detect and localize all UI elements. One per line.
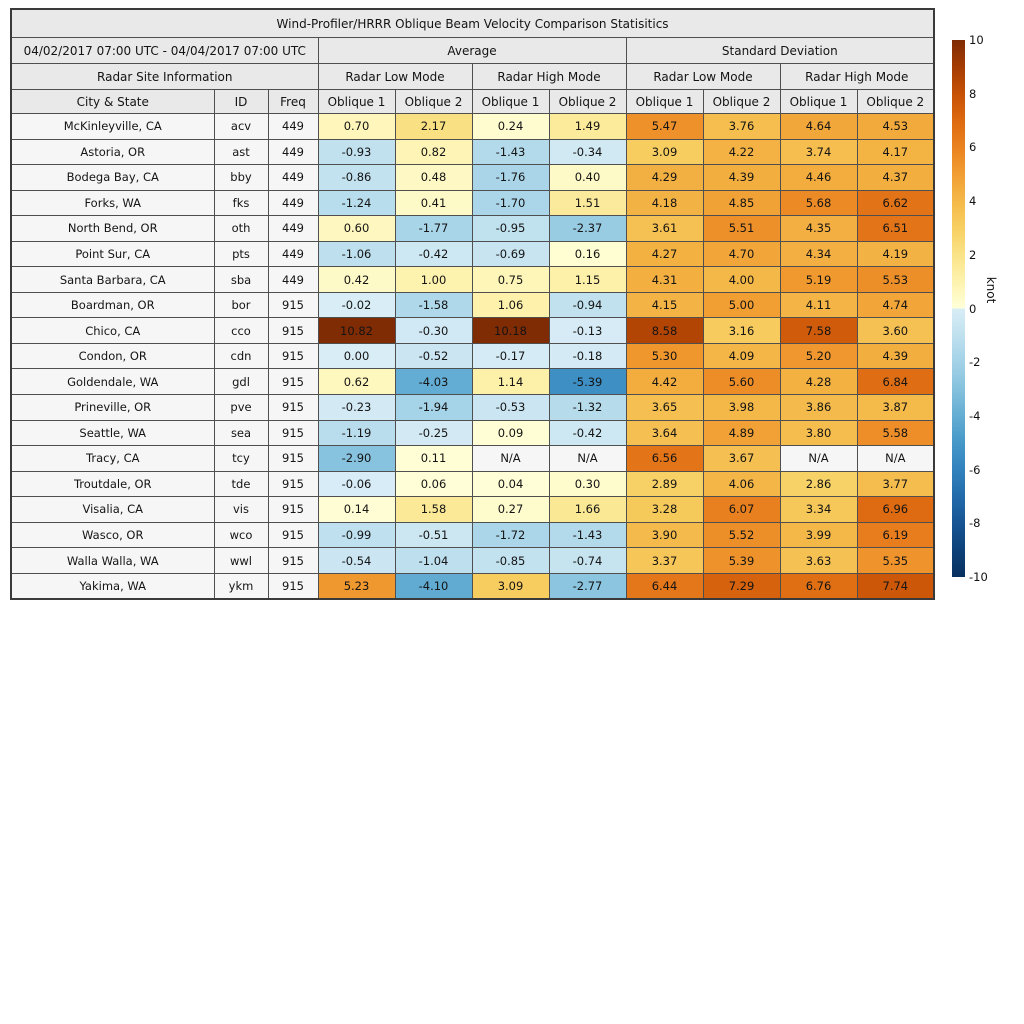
value-cell: -0.94 (549, 292, 626, 318)
table-row (11, 190, 934, 216)
std-high-mode-header: Radar High Mode (780, 64, 934, 90)
freq-cell: 915 (268, 292, 318, 318)
city-state-cell: Santa Barbara, CA (11, 267, 214, 293)
value-cell: 6.44 (626, 573, 703, 599)
value-cell: -1.70 (472, 190, 549, 216)
value-cell: 6.07 (703, 497, 780, 523)
col-city-state: City & State (11, 90, 214, 114)
table-row (11, 343, 934, 369)
value-cell: 3.80 (780, 420, 857, 446)
value-cell: 3.28 (626, 497, 703, 523)
freq-cell: 449 (268, 190, 318, 216)
value-cell: -1.77 (395, 216, 472, 242)
value-cell: -0.52 (395, 343, 472, 369)
value-cell: 4.28 (780, 369, 857, 395)
value-cell: 3.90 (626, 522, 703, 548)
freq-cell: 449 (268, 165, 318, 191)
value-cell: -1.72 (472, 522, 549, 548)
value-cell: 5.53 (857, 267, 934, 293)
value-cell: 1.14 (472, 369, 549, 395)
value-cell: 4.37 (857, 165, 934, 191)
value-cell: -0.51 (395, 522, 472, 548)
site-id-cell: acv (214, 114, 268, 140)
site-id-cell: tde (214, 471, 268, 497)
value-cell: -1.19 (318, 420, 395, 446)
value-cell: -0.86 (318, 165, 395, 191)
city-state-cell: Forks, WA (11, 190, 214, 216)
table-row (11, 165, 934, 191)
value-cell: 0.27 (472, 497, 549, 523)
value-cell: 4.70 (703, 241, 780, 267)
value-cell: 7.74 (857, 573, 934, 599)
site-id-cell: cco (214, 318, 268, 344)
site-id-cell: fks (214, 190, 268, 216)
value-cell: -0.02 (318, 292, 395, 318)
value-cell: 4.27 (626, 241, 703, 267)
value-cell: -1.94 (395, 395, 472, 421)
colorbar-tick: 10 (969, 33, 984, 47)
city-state-cell: McKinleyville, CA (11, 114, 214, 140)
value-cell: 3.76 (703, 114, 780, 140)
value-cell: 4.18 (626, 190, 703, 216)
colorbar-tick: 0 (969, 301, 977, 316)
value-cell: 0.48 (395, 165, 472, 191)
colorbar-tick: 4 (969, 194, 977, 209)
site-id-cell: wco (214, 522, 268, 548)
value-cell: 4.11 (780, 292, 857, 318)
city-state-cell: Chico, CA (11, 318, 214, 344)
site-id-cell: gdl (214, 369, 268, 395)
value-cell: 5.39 (703, 548, 780, 574)
col-oblique1: Oblique 1 (626, 90, 703, 114)
value-cell: 3.09 (626, 139, 703, 165)
value-cell: 5.60 (703, 369, 780, 395)
value-cell: 6.96 (857, 497, 934, 523)
value-cell: 6.76 (780, 573, 857, 599)
site-id-cell: sba (214, 267, 268, 293)
stats-table (10, 8, 935, 600)
value-cell: 3.67 (703, 446, 780, 472)
site-id-cell: bby (214, 165, 268, 191)
value-cell: -1.43 (472, 139, 549, 165)
table-row (11, 522, 934, 548)
colorbar-tick: -4 (969, 408, 981, 423)
value-cell: -0.17 (472, 343, 549, 369)
table-row (11, 395, 934, 421)
value-cell: 6.84 (857, 369, 934, 395)
city-state-cell: Bodega Bay, CA (11, 165, 214, 191)
value-cell: -0.13 (549, 318, 626, 344)
value-cell: 6.62 (857, 190, 934, 216)
value-cell: 3.99 (780, 522, 857, 548)
city-state-cell: Astoria, OR (11, 139, 214, 165)
value-cell: 1.49 (549, 114, 626, 140)
value-cell: 10.82 (318, 318, 395, 344)
freq-cell: 915 (268, 369, 318, 395)
value-cell: -4.10 (395, 573, 472, 599)
value-cell: -1.32 (549, 395, 626, 421)
value-cell: 4.53 (857, 114, 934, 140)
value-cell: 5.35 (857, 548, 934, 574)
value-cell: -1.76 (472, 165, 549, 191)
value-cell: -0.25 (395, 420, 472, 446)
value-cell: 3.34 (780, 497, 857, 523)
site-info-header: Radar Site Information (11, 64, 318, 90)
value-cell: 0.60 (318, 216, 395, 242)
value-cell: 0.62 (318, 369, 395, 395)
value-cell: 0.11 (395, 446, 472, 472)
value-cell: 5.47 (626, 114, 703, 140)
table-row (11, 241, 934, 267)
city-state-cell: Prineville, OR (11, 395, 214, 421)
value-cell: 5.52 (703, 522, 780, 548)
value-cell: 3.64 (626, 420, 703, 446)
value-cell: -0.23 (318, 395, 395, 421)
value-cell: 10.18 (472, 318, 549, 344)
value-cell: 3.60 (857, 318, 934, 344)
city-state-cell: Condon, OR (11, 343, 214, 369)
col-oblique2: Oblique 2 (857, 90, 934, 114)
value-cell: 3.61 (626, 216, 703, 242)
value-cell: 5.58 (857, 420, 934, 446)
city-state-cell: Seattle, WA (11, 420, 214, 446)
city-state-cell: North Bend, OR (11, 216, 214, 242)
table-row (11, 114, 934, 140)
freq-cell: 915 (268, 497, 318, 523)
value-cell: 3.77 (857, 471, 934, 497)
value-cell: 0.42 (318, 267, 395, 293)
table-row (11, 318, 934, 344)
value-cell: 4.39 (703, 165, 780, 191)
value-cell: 0.04 (472, 471, 549, 497)
value-cell: 4.19 (857, 241, 934, 267)
site-id-cell: pve (214, 395, 268, 421)
table-row (11, 369, 934, 395)
std-low-mode-header: Radar Low Mode (626, 64, 780, 90)
value-cell: -0.69 (472, 241, 549, 267)
site-id-cell: cdn (214, 343, 268, 369)
col-id: ID (214, 90, 268, 114)
value-cell: 7.29 (703, 573, 780, 599)
freq-cell: 449 (268, 114, 318, 140)
value-cell: 0.06 (395, 471, 472, 497)
value-cell: 3.65 (626, 395, 703, 421)
value-cell: 4.15 (626, 292, 703, 318)
col-oblique2: Oblique 2 (395, 90, 472, 114)
value-cell: -0.95 (472, 216, 549, 242)
value-cell: -0.34 (549, 139, 626, 165)
table-row (11, 216, 934, 242)
value-cell: 3.09 (472, 573, 549, 599)
freq-cell: 915 (268, 471, 318, 497)
table-row (11, 573, 934, 599)
value-cell: 4.00 (703, 267, 780, 293)
col-oblique1: Oblique 1 (318, 90, 395, 114)
avg-low-mode-header: Radar Low Mode (318, 64, 472, 90)
date-range: 04/02/2017 07:00 UTC - 04/04/2017 07:00 UTC (11, 38, 318, 64)
freq-cell: 915 (268, 420, 318, 446)
average-group-header: Average (318, 38, 626, 64)
value-cell: -1.43 (549, 522, 626, 548)
value-cell: 4.42 (626, 369, 703, 395)
freq-cell: 915 (268, 395, 318, 421)
site-id-cell: pts (214, 241, 268, 267)
value-cell: 5.00 (703, 292, 780, 318)
value-cell: 1.58 (395, 497, 472, 523)
colorbar-tick: -8 (969, 516, 981, 531)
value-cell: -4.03 (395, 369, 472, 395)
table-row (11, 471, 934, 497)
city-state-cell: Goldendale, WA (11, 369, 214, 395)
avg-high-mode-header: Radar High Mode (472, 64, 626, 90)
freq-cell: 449 (268, 139, 318, 165)
site-id-cell: sea (214, 420, 268, 446)
mode-header-row (11, 64, 934, 90)
value-cell: 3.16 (703, 318, 780, 344)
freq-cell: 449 (268, 267, 318, 293)
title-row (11, 9, 934, 38)
value-cell: -0.30 (395, 318, 472, 344)
value-cell: -0.42 (395, 241, 472, 267)
city-state-cell: Walla Walla, WA (11, 548, 214, 574)
value-cell: -1.24 (318, 190, 395, 216)
colorbar-tick: 6 (969, 140, 977, 155)
value-cell: 4.31 (626, 267, 703, 293)
value-cell: 3.63 (780, 548, 857, 574)
value-cell: 4.09 (703, 343, 780, 369)
value-cell: -2.37 (549, 216, 626, 242)
value-cell: 5.30 (626, 343, 703, 369)
colorbar-tick: -10 (969, 570, 988, 584)
value-cell: N/A (549, 446, 626, 472)
value-cell: 4.39 (857, 343, 934, 369)
value-cell: -0.93 (318, 139, 395, 165)
site-id-cell: wwl (214, 548, 268, 574)
col-freq: Freq (268, 90, 318, 114)
value-cell: 7.58 (780, 318, 857, 344)
value-cell: 3.74 (780, 139, 857, 165)
table-row (11, 420, 934, 446)
value-cell: 4.34 (780, 241, 857, 267)
value-cell: 0.24 (472, 114, 549, 140)
value-cell: 5.51 (703, 216, 780, 242)
value-cell: 5.68 (780, 190, 857, 216)
city-state-cell: Troutdale, OR (11, 471, 214, 497)
value-cell: 4.46 (780, 165, 857, 191)
table-row (11, 267, 934, 293)
table-row (11, 446, 934, 472)
city-state-cell: Visalia, CA (11, 497, 214, 523)
table-body (11, 114, 934, 599)
value-cell: 5.19 (780, 267, 857, 293)
value-cell: 4.17 (857, 139, 934, 165)
value-cell: 5.20 (780, 343, 857, 369)
site-id-cell: ykm (214, 573, 268, 599)
value-cell: 2.17 (395, 114, 472, 140)
city-state-cell: Point Sur, CA (11, 241, 214, 267)
col-oblique2: Oblique 2 (549, 90, 626, 114)
site-id-cell: ast (214, 139, 268, 165)
value-cell: 4.89 (703, 420, 780, 446)
value-cell: 1.06 (472, 292, 549, 318)
value-cell: -0.42 (549, 420, 626, 446)
site-id-cell: oth (214, 216, 268, 242)
value-cell: 2.86 (780, 471, 857, 497)
value-cell: -0.53 (472, 395, 549, 421)
freq-cell: 915 (268, 446, 318, 472)
value-cell: 0.70 (318, 114, 395, 140)
value-cell: 4.22 (703, 139, 780, 165)
city-state-cell: Yakima, WA (11, 573, 214, 599)
value-cell: -0.18 (549, 343, 626, 369)
value-cell: -0.99 (318, 522, 395, 548)
col-oblique1: Oblique 1 (472, 90, 549, 114)
value-cell: 8.58 (626, 318, 703, 344)
value-cell: 4.85 (703, 190, 780, 216)
colorbar-tick: -6 (969, 462, 981, 477)
std-group-header: Standard Deviation (626, 38, 934, 64)
value-cell: -1.06 (318, 241, 395, 267)
value-cell: 1.66 (549, 497, 626, 523)
value-cell: 3.37 (626, 548, 703, 574)
freq-cell: 915 (268, 318, 318, 344)
site-id-cell: vis (214, 497, 268, 523)
value-cell: N/A (780, 446, 857, 472)
value-cell: 3.86 (780, 395, 857, 421)
value-cell: 0.16 (549, 241, 626, 267)
value-cell: 3.87 (857, 395, 934, 421)
city-state-cell: Wasco, OR (11, 522, 214, 548)
value-cell: 0.00 (318, 343, 395, 369)
group-header-row (11, 38, 934, 64)
freq-cell: 449 (268, 216, 318, 242)
table-row (11, 497, 934, 523)
value-cell: 0.09 (472, 420, 549, 446)
col-oblique1: Oblique 1 (780, 90, 857, 114)
table-row (11, 139, 934, 165)
value-cell: -2.77 (549, 573, 626, 599)
value-cell: N/A (857, 446, 934, 472)
colorbar-tick: -2 (969, 355, 981, 370)
value-cell: 4.06 (703, 471, 780, 497)
city-state-cell: Tracy, CA (11, 446, 214, 472)
value-cell: 0.75 (472, 267, 549, 293)
value-cell: 5.23 (318, 573, 395, 599)
value-cell: -0.74 (549, 548, 626, 574)
table-row (11, 548, 934, 574)
column-header-row (11, 90, 934, 114)
value-cell: 0.30 (549, 471, 626, 497)
value-cell: -0.06 (318, 471, 395, 497)
colorbar-gradient (952, 40, 965, 577)
value-cell: 4.35 (780, 216, 857, 242)
freq-cell: 915 (268, 343, 318, 369)
value-cell: 1.00 (395, 267, 472, 293)
value-cell: 4.74 (857, 292, 934, 318)
site-id-cell: bor (214, 292, 268, 318)
value-cell: 6.19 (857, 522, 934, 548)
value-cell: 2.89 (626, 471, 703, 497)
colorbar-unit-label: knot (984, 276, 998, 304)
value-cell: 1.51 (549, 190, 626, 216)
value-cell: -2.90 (318, 446, 395, 472)
value-cell: 3.98 (703, 395, 780, 421)
value-cell: 0.40 (549, 165, 626, 191)
table-row (11, 292, 934, 318)
colorbar-tick: 2 (969, 247, 977, 262)
value-cell: 0.82 (395, 139, 472, 165)
value-cell: 6.56 (626, 446, 703, 472)
value-cell: N/A (472, 446, 549, 472)
freq-cell: 915 (268, 548, 318, 574)
value-cell: -0.54 (318, 548, 395, 574)
value-cell: -1.04 (395, 548, 472, 574)
value-cell: -1.58 (395, 292, 472, 318)
city-state-cell: Boardman, OR (11, 292, 214, 318)
figure-title: Wind-Profiler/HRRR Oblique Beam Velocity Comparison Statisitics (11, 9, 934, 38)
value-cell: 1.15 (549, 267, 626, 293)
freq-cell: 915 (268, 522, 318, 548)
freq-cell: 915 (268, 573, 318, 599)
col-oblique2: Oblique 2 (703, 90, 780, 114)
value-cell: -5.39 (549, 369, 626, 395)
value-cell: -0.85 (472, 548, 549, 574)
site-id-cell: tcy (214, 446, 268, 472)
value-cell: 0.14 (318, 497, 395, 523)
colorbar-tick: 8 (969, 86, 977, 101)
value-cell: 4.29 (626, 165, 703, 191)
freq-cell: 449 (268, 241, 318, 267)
value-cell: 0.41 (395, 190, 472, 216)
value-cell: 6.51 (857, 216, 934, 242)
value-cell: 4.64 (780, 114, 857, 140)
